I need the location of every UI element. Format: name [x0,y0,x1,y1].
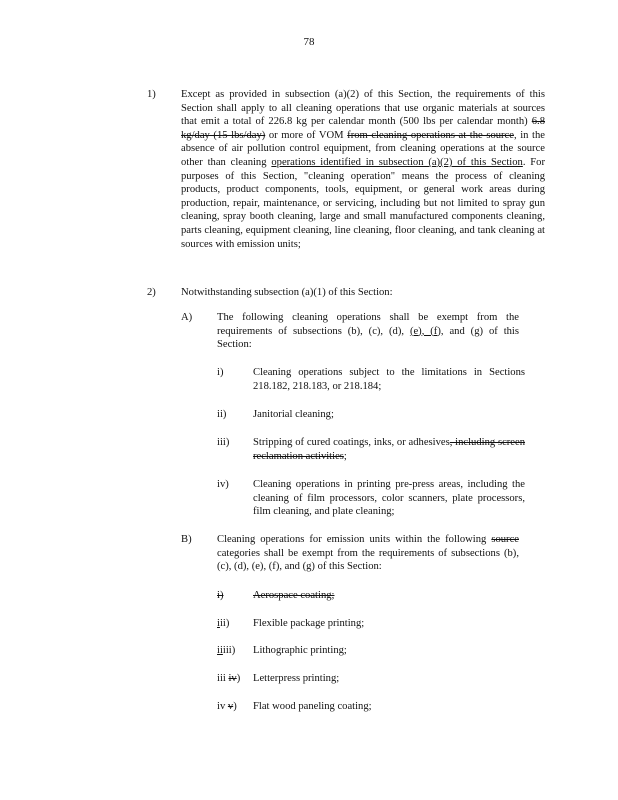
item-a-i-number: i) [217,367,224,378]
item-2-number: 2) [147,287,156,298]
item-a-ii-number: ii) [217,409,227,420]
item-a-iii-number: iii) [217,437,230,448]
item-b-sub-1-text: Aerospace coating; [253,590,335,601]
item-b-sub-5-number: iv v) [217,701,237,712]
item-b-sub-2-number: iii) [217,618,230,629]
item-a-number: A) [181,312,193,323]
item-b-sub-3-text: Lithographic printing; [253,645,347,656]
item-a-ii-text: Janitorial cleaning; [253,409,334,420]
item-1-number: 1) [147,89,156,100]
item-b-number: B) [181,534,192,545]
item-b-sub-1-number: i) [217,590,224,601]
item-b-sub-5-text: Flat wood paneling coating; [253,701,372,712]
item-b-sub-4-text: Letterpress printing; [253,673,340,684]
item-a-i-text: Cleaning operations subject to the limitations in Sections 218.182, 218.183, or 218.184; [253,367,525,392]
item-b-sub-2-text: Flexible package printing; [253,618,365,629]
item-1-paragraph: Except as provided in subsection (a)(2) of this Section, the requirements of this Section shall apply to all cleaning operations that use organic materials at sources that emit a total of 226.8 kg per calendar month (500 lbs per calendar month) 6.8 kg/day (15 lbs/day) or more of VOM from cleaning operations at the source, in the absence of air pollution control equipment, from cleaning operations at the source other than cleaning operations identified in subsection (a)(2) of this Section. For purposes of this Section, "cleaning operation" means the process of cleaning products, product components, tools, equipment, or general work areas during production, repair, maintenance, or servicing, including but not limited to spray gun cleaning, spray booth cleaning, large and small manufactured components cleaning, parts cleaning, equipment cleaning, line cleaning, floor cleaning, and tank cleaning at sources with emission units; [181,89,545,250]
item-a-iv-number: iv) [217,479,229,490]
item-a-iv-text: Cleaning operations in printing pre-press areas, including the cleaning of film processors, color scanners, plate processors, film cleaning, and plate cleaning; [253,479,525,518]
item-a-iii-text: Stripping of cured coatings, inks, or adhesives, including screen reclamation activities; [253,437,526,462]
page-number: 78 [303,36,315,48]
item-b-sub-3-number: iiiii) [217,645,236,656]
item-2-text: Notwithstanding subsection (a)(1) of this Section: [181,287,393,298]
item-b-sub-4-number: iii iv) [217,673,241,684]
item-a-paragraph: The following cleaning operations shall be exempt from the requirements of subsections (b), (c), (d), (e), (f), and (g) of this Section: [217,312,519,351]
item-b-paragraph: Cleaning operations for emission units within the following source categories shall be exempt from the requirements of subsections (b), (c), (d), (e), (f), and (g) of this Section: [217,534,519,573]
